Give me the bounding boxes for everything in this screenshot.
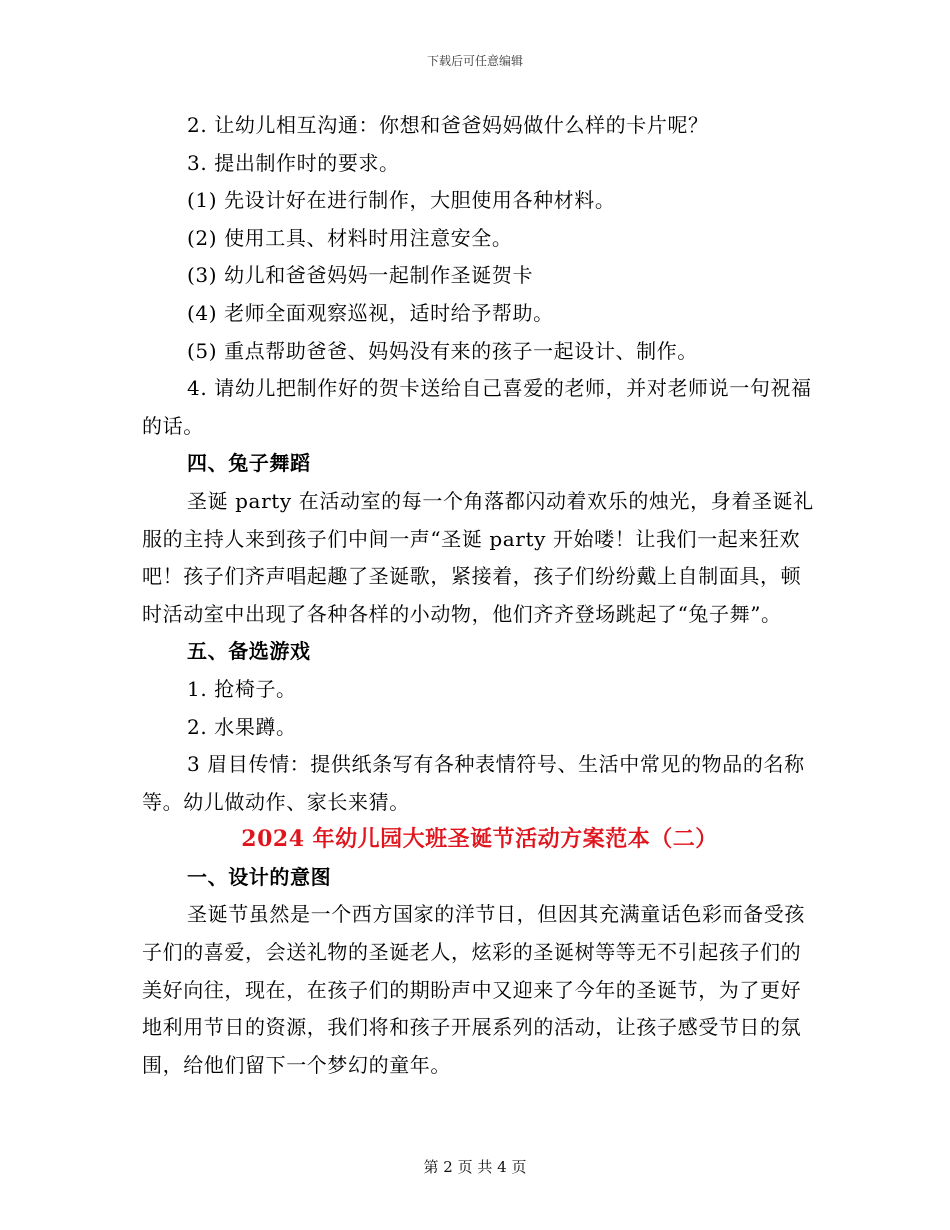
section-heading-1: 一、设计的意图: [187, 864, 332, 889]
step-3: 3. 提出制作时的要求。: [187, 150, 400, 175]
document-body: [142, 107, 817, 1084]
document-title: 2024 年幼儿园大班圣诞节活动方案范本（二）: [241, 826, 718, 853]
section-paragraph-4: 圣诞 party 在活动室的每一个角落都闪动着欢乐的烛光，身着圣诞礼服的主持人来到孩子们中间一声“圣诞 party 开始喽！让我们一起来狂欢吧！孩子们齐声唱起趣了圣诞歌，紧接着，孩子们纷纷戴上自制面具，顿时活动室中出现了各种各样的小动物，他们齐齐登场跳起了“兔子舞”。: [142, 488, 814, 626]
step-2: 2. 让幼儿相互沟通：你想和爸爸妈妈做什么样的卡片呢？: [187, 113, 709, 137]
page-footer: 第 2 页 共 4 页: [423, 1158, 527, 1176]
page-header: 下载后可任意编辑: [426, 54, 523, 68]
game-3: 3 眉目传情：提供纸条写有各种表情符号、生活中常见的物品的名称等。幼儿做动作、家长来猜。: [142, 752, 805, 814]
requirement-4: (4) 老师全面观察巡视，适时给予帮助。: [187, 300, 554, 325]
section-heading-5: 五、备选游戏: [187, 639, 311, 664]
section-heading-4: 四、兔子舞蹈: [187, 451, 311, 476]
game-2: 2. 水果蹲。: [187, 714, 297, 739]
requirement-5: (5) 重点帮助爸爸、妈妈没有来的孩子一起设计、制作。: [187, 338, 698, 363]
requirement-2: (2) 使用工具、材料时用注意安全。: [187, 225, 513, 250]
game-1: 1. 抢椅子。: [187, 676, 297, 701]
requirement-3: (3) 幼儿和爸爸妈妈一起制作圣诞贺卡: [187, 263, 534, 288]
step-4: 4. 请幼儿把制作好的贺卡送给自己喜爱的老师，并对老师说一句祝福的话。: [142, 376, 812, 438]
section-paragraph-1: 圣诞节虽然是一个西方国家的洋节日，但因其充满童话色彩而备受孩子们的喜爱，会送礼物的圣诞老人，炫彩的圣诞树等等无不引起孩子们的美好向往，现在，在孩子们的期盼声中又迎来了今年的圣诞节，为了更好地利用节日的资源，我们将和孩子开展系列的活动，让孩子感受节日的氛围，给他们留下一个梦幻的童年。: [142, 902, 805, 1077]
requirement-1: (1) 先设计好在进行制作，大胆使用各种材料。: [187, 188, 616, 213]
